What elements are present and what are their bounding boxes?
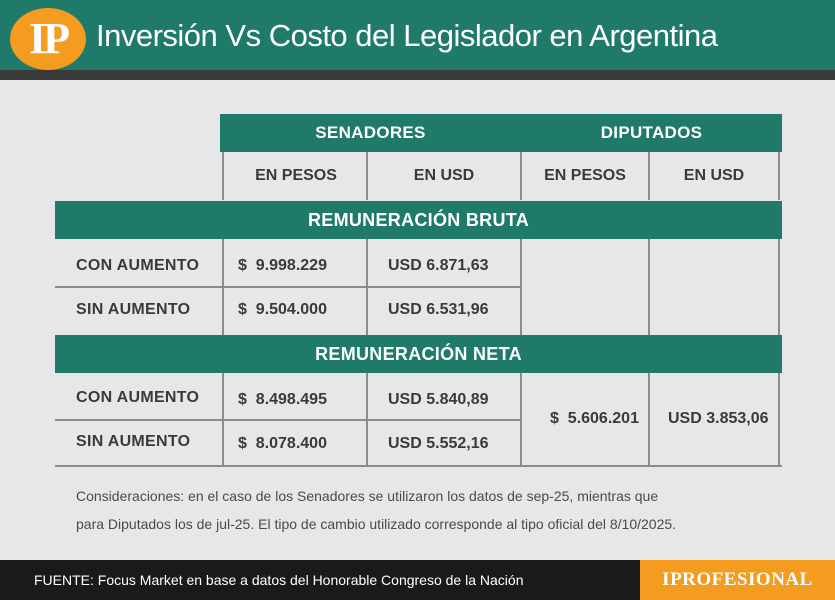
- neta-row-label: SIN AUMENTO: [76, 433, 191, 450]
- brand-logo: IPROFESIONAL: [640, 560, 835, 600]
- grid-line: [55, 465, 782, 467]
- bruta-sin-sen-usd: USD 6.531,96: [388, 301, 489, 318]
- header-banner: [0, 0, 835, 80]
- bruta-con-sen-pesos: $ 9.998.229: [238, 257, 327, 274]
- subheader-dip-pesos: EN PESOS: [544, 167, 626, 184]
- neta-con-sen-pesos: $ 8.498.495: [238, 391, 327, 408]
- neta-sin-sen-usd: USD 5.552,16: [388, 435, 489, 452]
- grid-line: [778, 152, 780, 200]
- grid-line: [648, 152, 650, 200]
- considerations-note-line-1: Consideraciones: en el caso de los Senadores se utilizaron los datos de sep-25, mientras que: [76, 488, 659, 504]
- grid-line: [55, 419, 522, 421]
- subheader-dip-usd: EN USD: [683, 167, 745, 184]
- neta-con-sen-usd: USD 5.840,89: [388, 391, 489, 408]
- grid-line: [778, 239, 780, 335]
- neta-row-label: CON AUMENTO: [76, 389, 200, 406]
- grid-line: [222, 152, 224, 200]
- grid-line: [520, 152, 522, 200]
- page-title: Inversión Vs Costo del Legislador en Argentina: [96, 18, 718, 53]
- neta-dip-pesos: $ 5.606.201: [550, 410, 639, 427]
- senadores-header: SENADORES: [315, 123, 426, 142]
- neta-sin-sen-pesos: $ 8.078.400: [238, 435, 327, 452]
- bruta-row-label: SIN AUMENTO: [76, 301, 191, 318]
- grid-line: [648, 239, 650, 335]
- grid-line: [366, 152, 368, 200]
- footer-bar: [0, 560, 835, 600]
- bruta-con-sen-usd: USD 6.871,63: [388, 257, 489, 274]
- section-bar-neta: REMUNERACIÓN NETA: [55, 335, 782, 373]
- subheader-sen-pesos: EN PESOS: [255, 167, 337, 184]
- bruta-row-label: CON AUMENTO: [76, 257, 200, 274]
- subheader-sen-usd: EN USD: [413, 167, 475, 184]
- grid-line: [778, 373, 780, 467]
- diputados-header: DIPUTADOS: [600, 123, 703, 142]
- ip-logo: IP: [10, 8, 86, 70]
- group-header-bar: [220, 114, 782, 152]
- grid-line: [55, 286, 522, 288]
- neta-dip-usd: USD 3.853,06: [668, 410, 769, 427]
- section-bar-bruta: REMUNERACIÓN BRUTA: [55, 201, 782, 239]
- considerations-note-line-2: para Diputados los de jul-25. El tipo de cambio utilizado corresponde al tipo oficial del 8/10/2025.: [76, 516, 677, 532]
- grid-line: [648, 373, 650, 467]
- source-text: FUENTE: Focus Market en base a datos del Honorable Congreso de la Nación: [34, 572, 524, 588]
- bruta-sin-sen-pesos: $ 9.504.000: [238, 301, 327, 318]
